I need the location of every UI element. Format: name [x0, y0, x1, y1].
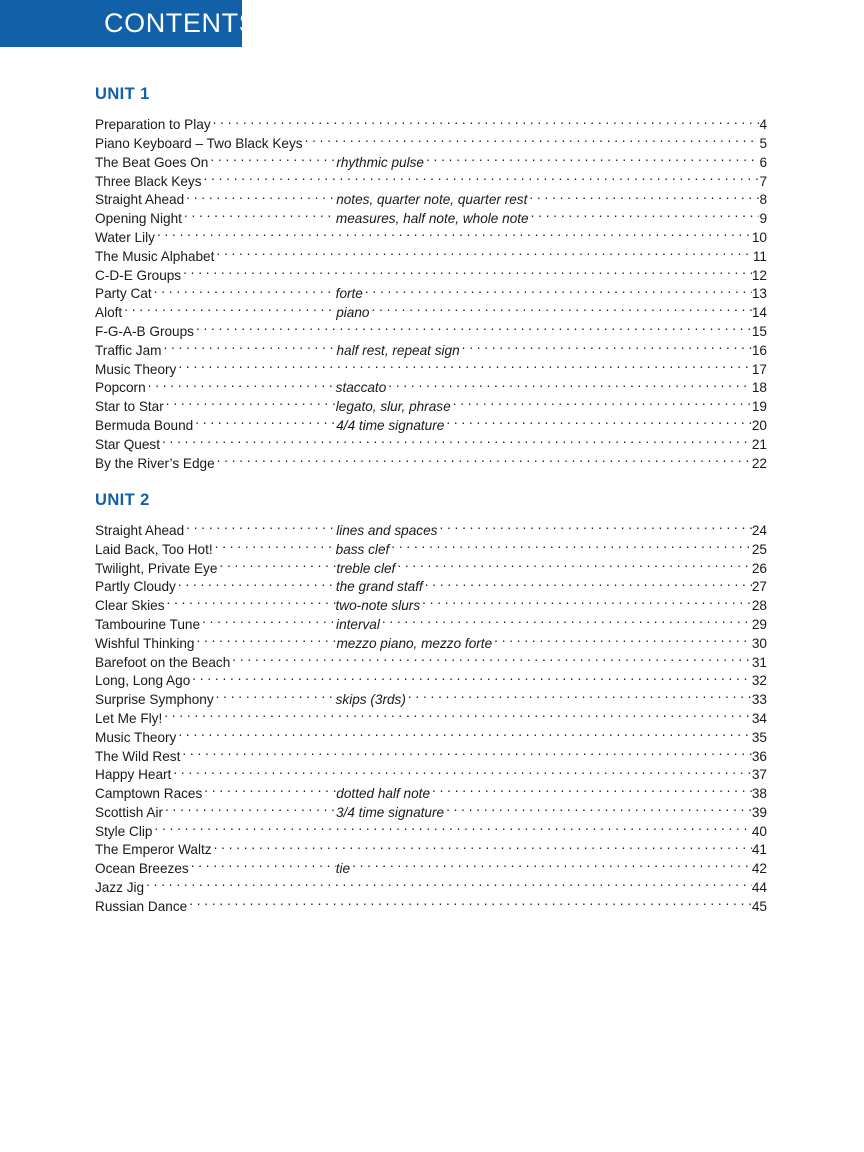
entry-page-number: 25: [751, 541, 767, 557]
entry-page-number: 34: [751, 710, 767, 726]
entry-title: C-D-E Groups: [95, 267, 182, 283]
entry-description: the grand staff: [335, 579, 423, 595]
leader-dots: [178, 355, 752, 374]
leader-dots: [432, 779, 752, 798]
entry-page-number: 32: [751, 673, 767, 689]
entry-title: Bermuda Bound: [95, 418, 194, 434]
entry-title: Piano Keyboard – Two Black Keys: [95, 136, 303, 152]
toc-entry[interactable]: [95, 449, 767, 471]
entry-title: The Music Alphabet: [95, 248, 215, 264]
table-of-contents: [95, 85, 767, 914]
leader-dots: [182, 742, 752, 761]
entry-title: Surprise Symphony: [95, 692, 214, 708]
entry-title: The Emperor Waltz: [95, 842, 212, 858]
leader-dots: [382, 610, 752, 629]
leader-dots: [157, 223, 752, 242]
entry-page-number: 5: [759, 136, 767, 152]
entry-page-number: 44: [751, 880, 767, 896]
entry-page-number: 36: [751, 748, 767, 764]
entry-page-number: 39: [751, 804, 767, 820]
entry-title: Three Black Keys: [95, 173, 202, 189]
toc-entry[interactable]: [95, 892, 767, 914]
entry-page-number: 35: [751, 729, 767, 745]
leader-dots: [124, 298, 336, 317]
toc-entry[interactable]: [95, 535, 767, 557]
entry-title: Partly Cloudy: [95, 579, 176, 595]
page-title: CONTENTS: [104, 8, 258, 38]
leader-dots: [215, 535, 336, 554]
leader-dots: [165, 798, 336, 817]
entry-title: Laid Back, Too Hot!: [95, 541, 213, 557]
entry-page-number: 17: [751, 361, 767, 377]
leader-dots: [166, 392, 336, 411]
entry-title: Water Lily: [95, 230, 155, 246]
leader-dots: [397, 554, 752, 573]
toc-entry[interactable]: [95, 516, 767, 538]
leader-dots: [213, 111, 760, 130]
entry-page-number: 45: [751, 898, 767, 914]
entry-title: Party Cat: [95, 286, 152, 302]
entry-title: Scottish Air: [95, 804, 163, 820]
entry-title: The Beat Goes On: [95, 154, 209, 170]
entry-description: mezzo piano, mezzo forte: [336, 635, 493, 651]
entry-page-number: 40: [751, 823, 767, 839]
entry-title: Barefoot on the Beach: [95, 654, 231, 670]
leader-dots: [217, 449, 752, 468]
leader-dots: [494, 629, 752, 648]
entry-page-number: 31: [751, 654, 767, 670]
entry-page-number: 41: [751, 842, 767, 858]
leader-dots: [167, 591, 336, 610]
entry-page-number: 15: [751, 324, 767, 340]
entry-page-number: 6: [759, 154, 767, 170]
entry-title: Style Clip: [95, 823, 153, 839]
contents-banner: [0, 0, 258, 47]
leader-dots: [148, 374, 336, 393]
toc-entry[interactable]: [95, 554, 767, 576]
toc-entry[interactable]: [95, 779, 767, 802]
toc-entry[interactable]: [95, 392, 767, 415]
toc-entry[interactable]: [95, 573, 767, 595]
entry-title: Music Theory: [95, 361, 177, 377]
entry-page-number: 42: [751, 861, 767, 877]
entry-page-number: 38: [751, 786, 767, 802]
leader-dots: [162, 430, 752, 449]
entry-description: interval: [336, 616, 380, 632]
leader-dots: [195, 411, 336, 430]
entry-description: piano: [336, 305, 370, 321]
leader-dots: [184, 204, 336, 223]
leader-dots: [210, 148, 336, 167]
entry-description: treble clef: [336, 560, 396, 576]
entry-page-number: 8: [759, 192, 767, 208]
unit-heading: UNIT 1: [95, 85, 150, 103]
entry-title: Happy Heart: [95, 767, 172, 783]
entry-description: legato, slur, phrase: [335, 399, 451, 415]
entry-page-number: 13: [751, 286, 767, 302]
leader-dots: [446, 411, 752, 430]
entry-title: Long, Long Ago: [95, 673, 191, 689]
toc-entry[interactable]: [95, 336, 767, 358]
entry-page-number: 21: [751, 436, 767, 452]
toc-entry[interactable]: [95, 723, 767, 745]
leader-dots: [352, 854, 752, 873]
leader-dots: [173, 761, 752, 780]
toc-entry[interactable]: [95, 411, 767, 434]
toc-entry[interactable]: [95, 280, 767, 302]
toc-entry[interactable]: [95, 629, 767, 651]
entry-page-number: 33: [751, 692, 767, 708]
leader-dots: [192, 667, 752, 686]
entry-description: forte: [335, 286, 363, 302]
leader-dots: [196, 317, 752, 336]
leader-dots: [446, 798, 752, 817]
leader-dots: [453, 392, 752, 411]
entry-description: dotted half note: [336, 786, 431, 802]
entry-description: measures, half note, whole note: [335, 211, 529, 227]
entry-description: two-note slurs: [335, 598, 421, 614]
entry-page-number: 27: [751, 579, 767, 595]
entry-page-number: 9: [759, 211, 767, 227]
entry-page-number: 10: [751, 230, 767, 246]
entry-page-number: 24: [751, 522, 767, 538]
entry-page-number: 7: [759, 173, 767, 189]
entry-page-number: 37: [751, 767, 767, 783]
leader-dots: [462, 336, 752, 355]
entry-page-number: 22: [751, 455, 767, 471]
leader-dots: [439, 516, 751, 535]
leader-dots: [422, 591, 752, 610]
leader-dots: [426, 148, 759, 167]
leader-dots: [365, 280, 752, 299]
leader-dots: [178, 573, 336, 592]
leader-dots: [191, 854, 336, 873]
leader-dots: [204, 167, 760, 186]
entry-title: The Wild Rest: [95, 748, 181, 764]
leader-dots: [154, 817, 751, 836]
leader-dots: [371, 298, 751, 317]
entry-title: Star Quest: [95, 436, 160, 452]
entry-page-number: 29: [751, 616, 767, 632]
entry-title: Preparation to Play: [95, 117, 211, 133]
entry-title: Tambourine Tune: [95, 616, 201, 632]
unit-block: [95, 85, 767, 471]
entry-page-number: 26: [751, 560, 767, 576]
leader-dots: [189, 892, 752, 911]
leader-dots: [305, 129, 760, 148]
leader-dots: [163, 336, 336, 355]
leader-dots: [216, 242, 752, 261]
leader-dots: [186, 186, 336, 205]
leader-dots: [154, 280, 336, 299]
entry-title: Let Me Fly!: [95, 710, 163, 726]
toc-entry[interactable]: [95, 798, 767, 820]
toc-entry[interactable]: [95, 317, 767, 340]
entry-description: staccato: [335, 380, 387, 396]
leader-dots: [219, 554, 336, 573]
entry-title: Opening Night: [95, 211, 182, 227]
toc-entry[interactable]: [95, 111, 767, 133]
toc-entry[interactable]: [95, 186, 767, 208]
leader-dots: [186, 516, 336, 535]
toc-entry[interactable]: [95, 204, 767, 227]
leader-dots: [196, 629, 336, 648]
entry-title: Music Theory: [95, 729, 177, 745]
toc-entry[interactable]: [95, 610, 767, 632]
toc-entry[interactable]: [95, 223, 767, 246]
leader-dots: [146, 873, 752, 892]
toc-entry[interactable]: [95, 591, 767, 614]
leader-dots: [214, 836, 752, 855]
leader-dots: [408, 685, 752, 704]
entry-title: Ocean Breezes: [95, 861, 189, 877]
toc-entry[interactable]: [95, 836, 767, 858]
entry-page-number: 16: [751, 342, 767, 358]
entry-title: Straight Ahead: [95, 192, 185, 208]
leader-dots: [178, 723, 752, 742]
entry-page-number: 4: [759, 117, 767, 133]
leader-dots: [216, 685, 336, 704]
entry-description: lines and spaces: [336, 522, 438, 538]
toc-entry[interactable]: [95, 355, 767, 377]
leader-dots: [425, 573, 752, 592]
entry-page-number: 28: [751, 598, 767, 614]
entry-description: 4/4 time signature: [336, 418, 445, 434]
entry-title: Aloft: [95, 305, 123, 321]
entry-description: tie: [335, 861, 351, 877]
unit-heading: UNIT 2: [95, 490, 150, 509]
entry-title: Star to Star: [95, 399, 164, 415]
toc-entry[interactable]: [95, 685, 767, 708]
entry-page-number: 20: [751, 418, 767, 434]
entry-title: Traffic Jam: [95, 342, 162, 358]
entry-title: Wishful Thinking: [95, 635, 195, 651]
entry-page-number: 11: [752, 248, 767, 264]
toc-entry[interactable]: [95, 854, 767, 877]
toc-entry[interactable]: [95, 148, 767, 170]
toc-entry[interactable]: [95, 742, 767, 764]
leader-dots: [531, 204, 760, 223]
entry-title: Clear Skies: [95, 598, 165, 614]
leader-dots: [202, 610, 336, 629]
entry-description: bass clef: [335, 541, 390, 557]
entry-page-number: 12: [751, 267, 767, 283]
toc-entry[interactable]: [95, 242, 767, 264]
entry-list: [95, 111, 767, 471]
entry-title: Camptown Races: [95, 786, 203, 802]
entry-title: Straight Ahead: [95, 522, 185, 538]
entry-page-number: 18: [751, 380, 767, 396]
entry-title: By the River’s Edge: [95, 455, 215, 471]
toc-entry[interactable]: [95, 761, 767, 783]
entry-title: Russian Dance: [95, 898, 188, 914]
entry-description: skips (3rds): [335, 692, 406, 708]
toc-entry[interactable]: [95, 704, 767, 726]
leader-dots: [388, 374, 752, 393]
leader-dots: [164, 704, 752, 723]
toc-entry[interactable]: [95, 817, 767, 839]
entry-description: 3/4 time signature: [336, 804, 445, 820]
entry-title: Twilight, Private Eye: [95, 560, 218, 576]
leader-dots: [391, 535, 752, 554]
unit-block: [95, 490, 767, 914]
leader-dots: [529, 186, 759, 205]
entry-page-number: 19: [751, 399, 767, 415]
entry-description: half rest, repeat sign: [336, 342, 460, 358]
entry-page-number: 14: [751, 305, 767, 321]
toc-entry[interactable]: [95, 261, 767, 283]
leader-dots: [232, 648, 752, 667]
leader-dots: [204, 779, 336, 798]
entry-title: Jazz Jig: [95, 880, 145, 896]
toc-entry[interactable]: [95, 873, 767, 896]
toc-entry[interactable]: [95, 298, 767, 321]
entry-description: notes, quarter note, quarter rest: [336, 192, 528, 208]
leader-dots: [183, 261, 752, 280]
entry-page-number: 30: [751, 635, 767, 651]
toc-entry[interactable]: [95, 667, 767, 689]
entry-title: Popcorn: [95, 380, 146, 396]
toc-entry[interactable]: [95, 374, 767, 396]
toc-entry[interactable]: [95, 430, 767, 452]
entry-list: [95, 516, 767, 914]
entry-description: rhythmic pulse: [336, 154, 424, 170]
entry-title: F-G-A-B Groups: [95, 324, 194, 340]
